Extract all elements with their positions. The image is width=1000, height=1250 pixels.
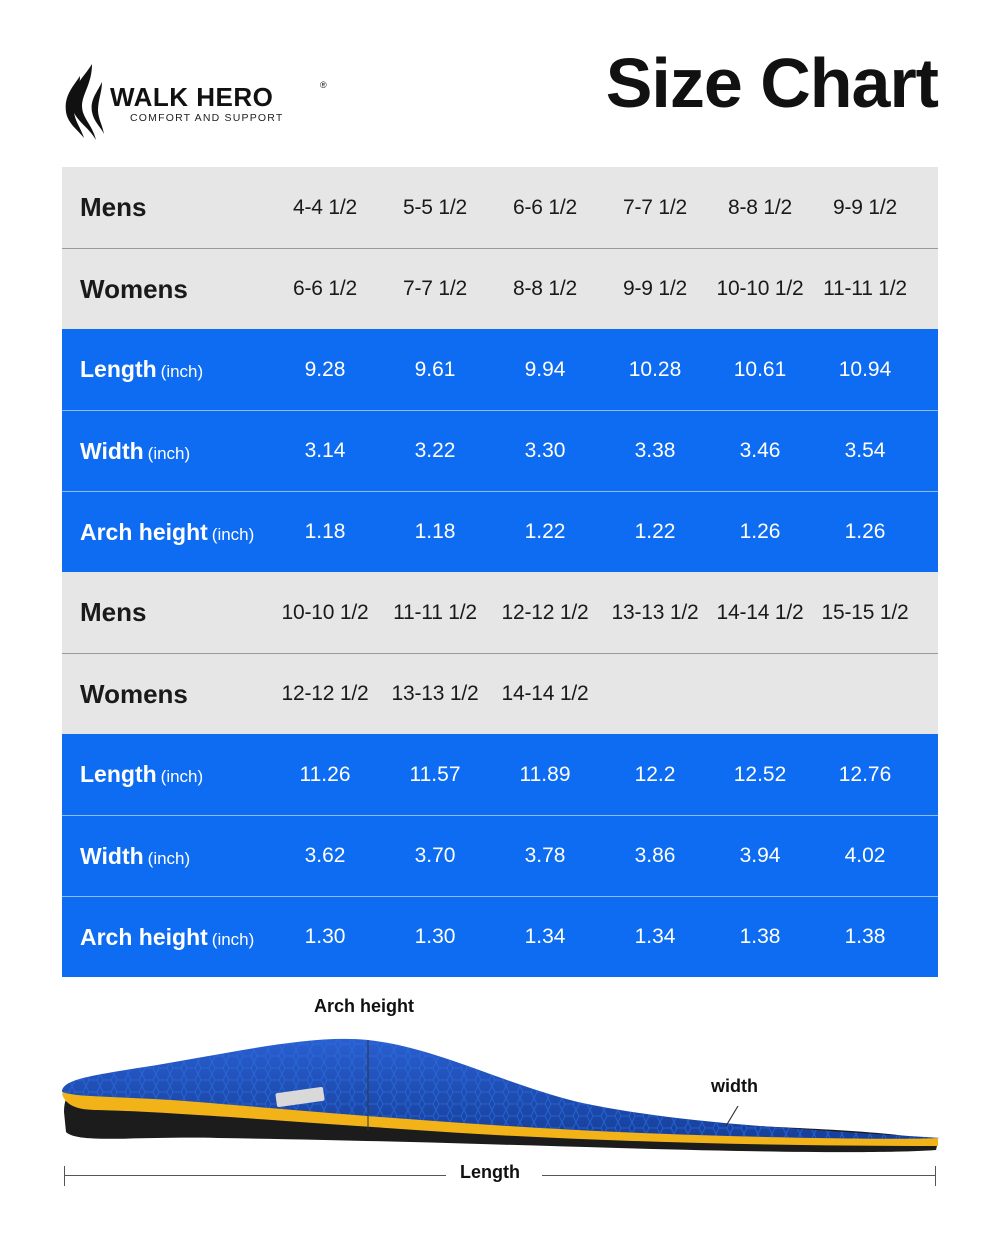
brand-logo [62, 62, 332, 142]
table-cell: 11.89 [519, 762, 571, 786]
table-cell: 3.70 [414, 844, 456, 867]
table-cell: 9-9 1/2 [833, 195, 897, 219]
table-cell: 14-14 1/2 [716, 600, 804, 624]
table-cell: 10.61 [733, 357, 787, 381]
table-cell: 7-7 1/2 [623, 195, 687, 219]
table-cell: 3.94 [739, 844, 781, 867]
row-label-text: Width [80, 437, 144, 464]
row-unit: (inch) [160, 362, 204, 381]
length-tick-left [64, 1166, 65, 1186]
table-row [62, 248, 938, 329]
table-cell: 1.38 [739, 925, 781, 948]
table-cell: 3.30 [524, 439, 566, 462]
brand-name: WALK HERO [110, 82, 274, 112]
table-cell: 3.38 [634, 439, 676, 462]
row-label [62, 192, 270, 223]
size-chart-table [62, 167, 938, 977]
table-row [62, 734, 938, 815]
table-cell: 1.34 [634, 925, 676, 948]
table-cell: 9.61 [414, 357, 456, 381]
table-row [62, 410, 938, 491]
table-cell: 3.86 [634, 844, 676, 867]
table-cell: 8-8 1/2 [513, 277, 577, 300]
row-label [62, 356, 270, 383]
table-cell: 7-7 1/2 [403, 277, 467, 300]
table-cell: 1.26 [739, 520, 781, 543]
table-row [62, 572, 938, 653]
table-cell: 1.30 [304, 925, 346, 948]
table-row [62, 653, 938, 734]
width-label: width [711, 1076, 758, 1096]
table-cell: 14-14 1/2 [501, 682, 589, 705]
row-label [62, 843, 270, 870]
table-cell: 10.28 [628, 357, 682, 381]
table-cell: 3.46 [739, 439, 781, 462]
table-row [62, 329, 938, 410]
table-cell [710, 682, 810, 706]
row-unit: (inch) [160, 767, 204, 786]
row-label [62, 597, 270, 628]
table-cell: 1.18 [414, 520, 456, 543]
page-title: Size Chart [605, 44, 938, 122]
table-cell: 12.2 [634, 762, 676, 786]
table-cell: 1.18 [304, 520, 346, 543]
row-label [62, 519, 270, 546]
table-cell: 1.22 [634, 520, 676, 543]
insole-diagram [0, 990, 1000, 1250]
table-cell: 1.26 [844, 520, 886, 543]
table-cell: 3.54 [844, 439, 886, 462]
length-dimension-line-left [64, 1175, 446, 1176]
table-cell: 11.57 [409, 762, 461, 786]
table-cell: 12.52 [733, 762, 787, 786]
flame-logo-icon [62, 62, 110, 142]
table-cell: 9.94 [524, 357, 566, 381]
table-cell: 12.76 [838, 762, 892, 786]
table-cell: 1.38 [844, 925, 886, 948]
table-row [62, 491, 938, 572]
table-cell: 9-9 1/2 [623, 277, 687, 300]
table-cell: 10-10 1/2 [281, 600, 369, 624]
row-label-text: Length [80, 761, 157, 787]
table-cell: 15-15 1/2 [821, 600, 909, 624]
brand-tagline: COMFORT AND SUPPORT [130, 112, 284, 124]
table-cell: 3.62 [304, 844, 346, 867]
table-cell: 4-4 1/2 [293, 195, 357, 219]
table-cell: 10.94 [838, 357, 892, 381]
row-unit: (inch) [147, 443, 191, 463]
table-cell [810, 682, 920, 706]
table-cell: 11.26 [299, 762, 351, 786]
table-cell [600, 682, 710, 706]
table-cell: 12-12 1/2 [281, 682, 369, 705]
row-label-text: Mens [80, 192, 147, 222]
table-cell: 13-13 1/2 [391, 682, 479, 705]
row-label [62, 274, 270, 305]
table-cell: 1.30 [414, 925, 456, 948]
row-label-text: Womens [80, 273, 188, 304]
table-row [62, 167, 938, 248]
table-cell: 3.22 [414, 439, 456, 462]
row-label [62, 679, 270, 710]
row-unit: (inch) [211, 524, 255, 544]
row-unit: (inch) [147, 848, 191, 868]
row-label [62, 761, 270, 788]
table-cell: 12-12 1/2 [501, 600, 589, 624]
row-unit: (inch) [211, 929, 255, 949]
table-cell: 1.34 [524, 925, 566, 948]
table-row [62, 896, 938, 977]
table-cell: 3.78 [524, 844, 566, 867]
registered-mark: ® [320, 80, 327, 90]
arch-height-label: Arch height [314, 996, 415, 1016]
table-row [62, 815, 938, 896]
length-label: Length [460, 1162, 520, 1182]
row-label-text: Arch height [80, 518, 208, 545]
length-dimension-line-right [542, 1175, 936, 1176]
row-label-text: Arch height [80, 923, 208, 950]
row-label [62, 924, 270, 951]
insole-image [58, 1020, 942, 1160]
row-label-text: Mens [80, 597, 147, 627]
row-label-text: Width [80, 842, 144, 869]
row-label-text: Womens [80, 678, 188, 709]
table-cell: 11-11 1/2 [393, 600, 477, 624]
table-cell: 6-6 1/2 [513, 195, 577, 219]
length-tick-right [935, 1166, 936, 1186]
table-cell: 8-8 1/2 [728, 195, 792, 219]
table-cell: 3.14 [304, 439, 346, 462]
table-cell: 1.22 [524, 520, 566, 543]
table-cell: 5-5 1/2 [403, 195, 467, 219]
table-cell: 6-6 1/2 [293, 277, 357, 300]
table-cell: 9.28 [304, 357, 346, 381]
table-cell: 10-10 1/2 [716, 277, 804, 300]
row-label-text: Length [80, 356, 157, 382]
table-cell: 4.02 [844, 844, 886, 867]
table-cell: 13-13 1/2 [611, 600, 699, 624]
row-label [62, 438, 270, 465]
table-cell: 11-11 1/2 [823, 277, 907, 300]
